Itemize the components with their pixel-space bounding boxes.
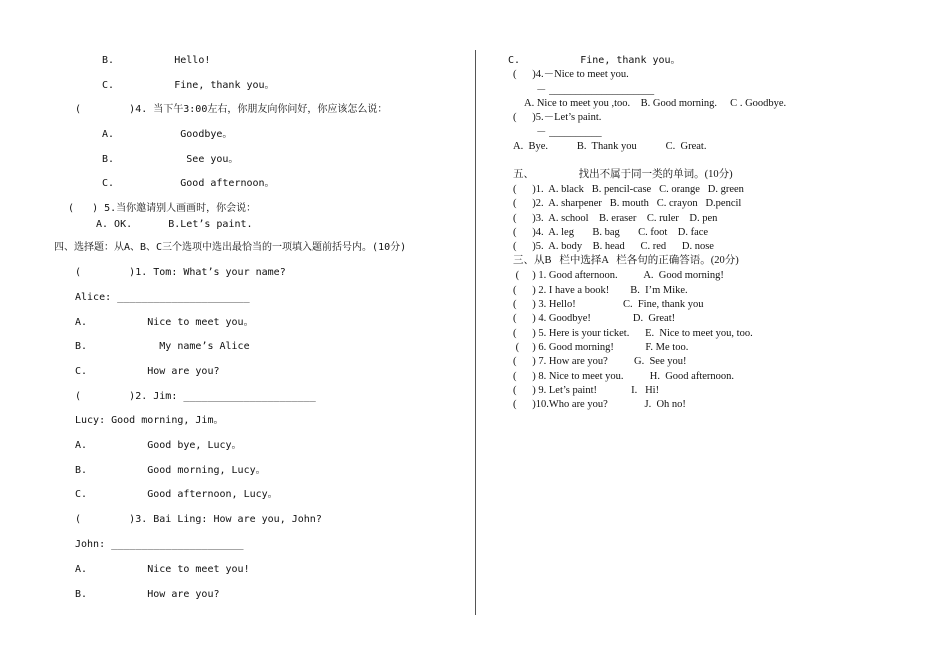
s4-q4-answer-blank: － ____________________ [536,85,655,96]
s5-q3: ( )3. A. school B. eraser C. ruler D. pen [513,213,718,224]
column-divider [475,50,476,615]
q4-option-b: B. See you。 [102,154,239,165]
s4-q3-option-a: A. Nice to meet you! [75,564,250,575]
s4-q3-option-b: B. How are you? [75,589,220,600]
s4-q1-option-c: C. How are you? [75,366,220,377]
s5-q5: ( )5. A. body B. head C. red D. nose [513,241,714,252]
section-three-heading: 三、从B 栏中选择A 栏各句的正确答语。(20分) [513,255,739,266]
s3-row-8: ( ) 8. Nice to meet you. H. Good afternoon. [513,371,735,382]
q5-options: A. OK. B.Let’s paint. [96,219,253,230]
s3-row-7: ( ) 7. How are you? G. See you! [513,356,687,367]
s4-q5-options: A. Bye. B. Thank you C. Great. [513,141,707,152]
s4-q3-option-c: C. Fine, thank you。 [508,55,681,66]
s4-q2-option-b: B. Good morning, Lucy。 [75,465,266,476]
s3-row-4: ( ) 4. Goodbye! D. Great! [513,313,676,324]
s5-q2: ( )2. A. sharpener B. mouth C. crayon D.pencil [513,198,742,209]
q4-option-a: A. Goodbye。 [102,129,233,140]
s5-q4: ( )4. A. leg B. bag C. foot D. face [513,227,709,238]
s4-q2-option-a: A. Good bye, Lucy。 [75,440,242,451]
s4-q2-question: ( )2. Jim: ______________________ [75,391,316,402]
s3-row-1: ( ) 1. Good afternoon. A. Good morning! [513,270,724,281]
q3-option-b: B. Hello! [102,55,211,66]
s3-row-2: ( ) 2. I have a book! B. I’m Mike. [513,285,688,296]
s3-row-10: ( )10.Who are you? J. Oh no! [513,399,686,410]
s4-q1-answer-blank: Alice: ______________________ [75,292,250,303]
q4-option-c: C. Good afternoon。 [102,178,275,189]
s5-q1: ( )1. A. black B. pencil-case C. orange D. green [513,184,744,195]
section-five-heading: 五、 找出不属于同一类的单词。(10分) [513,169,733,180]
s4-q1-question: ( )1. Tom: What’s your name? [75,267,286,278]
s4-q4-question: ( )4.－Nice to meet you. [513,69,629,80]
q3-option-c: C. Fine, thank you。 [102,80,275,91]
s4-q2-answer: Lucy: Good morning, Jim。 [75,415,224,426]
s3-row-3: ( ) 3. Hello! C. Fine, thank you [513,299,704,310]
s4-q2-option-c: C. Good afternoon, Lucy。 [75,489,278,500]
s3-row-6: ( ) 6. Good morning! F. Me too. [513,342,689,353]
s4-q1-option-b: B. My name’s Alice [75,341,250,352]
s4-q5-answer-blank: － __________ [536,127,602,138]
section-four-heading: 四、选择题：从A、B、C三个选项中选出最恰当的一项填入题前括号内。(10分) [54,242,407,253]
s4-q5-question: ( )5.－Let’s paint. [513,112,602,123]
q5-question: ( ) 5.当你邀请别人画画时，你会说： [68,203,257,214]
s3-row-5: ( ) 5. Here is your ticket. E. Nice to meet you, too. [513,328,753,339]
s3-row-9: ( ) 9. Let’s paint! I. Hi! [513,385,660,396]
s4-q3-question: ( )3. Bai Ling: How are you, John? [75,514,322,525]
s4-q3-answer-blank: John: ______________________ [75,539,244,550]
s4-q1-option-a: A. Nice to meet you。 [75,317,254,328]
s4-q4-options: A. Nice to meet you ,too. B. Good morning. C . Goodbye. [524,98,787,109]
q4-question: ( )4. 当下午3:00左右，你朋友向你问好，你应该怎么说： [75,104,388,115]
